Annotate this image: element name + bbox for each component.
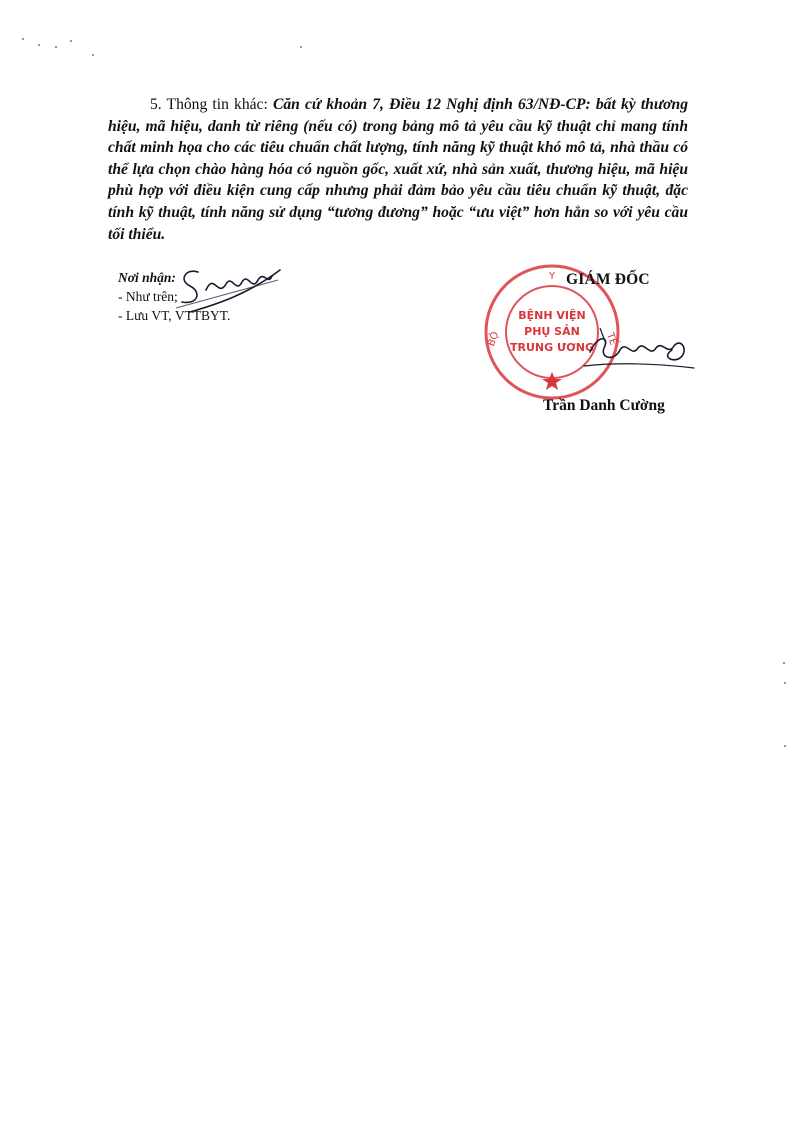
stamp-line-3: TRUNG ƯƠNG bbox=[509, 341, 595, 354]
scan-speck bbox=[783, 662, 785, 664]
scan-speck bbox=[70, 40, 72, 42]
recipient-item: - Như trên; bbox=[118, 289, 178, 304]
scan-speck bbox=[92, 54, 94, 56]
recipient-signature bbox=[168, 250, 288, 330]
recipients-title: Nơi nhận: bbox=[118, 270, 176, 285]
paragraph-lead: 5. Thông tin khác: bbox=[150, 96, 273, 113]
other-information-paragraph bbox=[108, 94, 688, 245]
scan-speck bbox=[784, 682, 786, 684]
scan-speck bbox=[22, 38, 24, 40]
scan-speck bbox=[784, 745, 786, 747]
scan-speck bbox=[55, 46, 57, 48]
signer-title: GIÁM ĐỐC bbox=[566, 271, 650, 288]
scan-speck bbox=[300, 46, 302, 48]
stamp-star-icon bbox=[542, 372, 562, 390]
signer-name: Trần Danh Cường bbox=[543, 397, 665, 414]
recipient-item: - Lưu VT, VTTBYT. bbox=[118, 308, 231, 323]
stamp-left-letter: BỘ bbox=[485, 330, 502, 348]
stamp-line-1: BỆNH VIỆN bbox=[518, 309, 586, 322]
stamp-line-2: PHỤ SẢN bbox=[524, 325, 580, 338]
director-signature bbox=[580, 318, 700, 378]
stamp-right-letter: TẾ bbox=[604, 331, 619, 347]
scan-speck bbox=[38, 44, 40, 46]
stamp-top-letter: Y bbox=[548, 271, 556, 282]
paragraph-emphasis: Căn cứ khoản 7, Điều 12 Nghị định 63/NĐ-CP: bất kỳ thương hiệu, mã hiệu, danh từ riêng (nếu có) trong bảng mô tả yêu cầu kỹ thuật chỉ mang tính chất minh họa cho các tiêu chuẩn chất lượng, tính năng kỹ thuật khó mô tả, nhà thầu có thể lựa chọn chào hàng hóa có nguồn gốc, xuất xứ, nhà sản xuất, thương hiệu, mã hiệu phù hợp với điều kiện cung cấp nhưng phải đảm bảo yêu cầu tiêu chuẩn kỹ thuật, đặc tính kỹ thuật, tính năng sử dụng “tương đương” hoặc “ưu việt” hơn hẳn so với yêu cầu tối thiểu. bbox=[108, 96, 688, 243]
